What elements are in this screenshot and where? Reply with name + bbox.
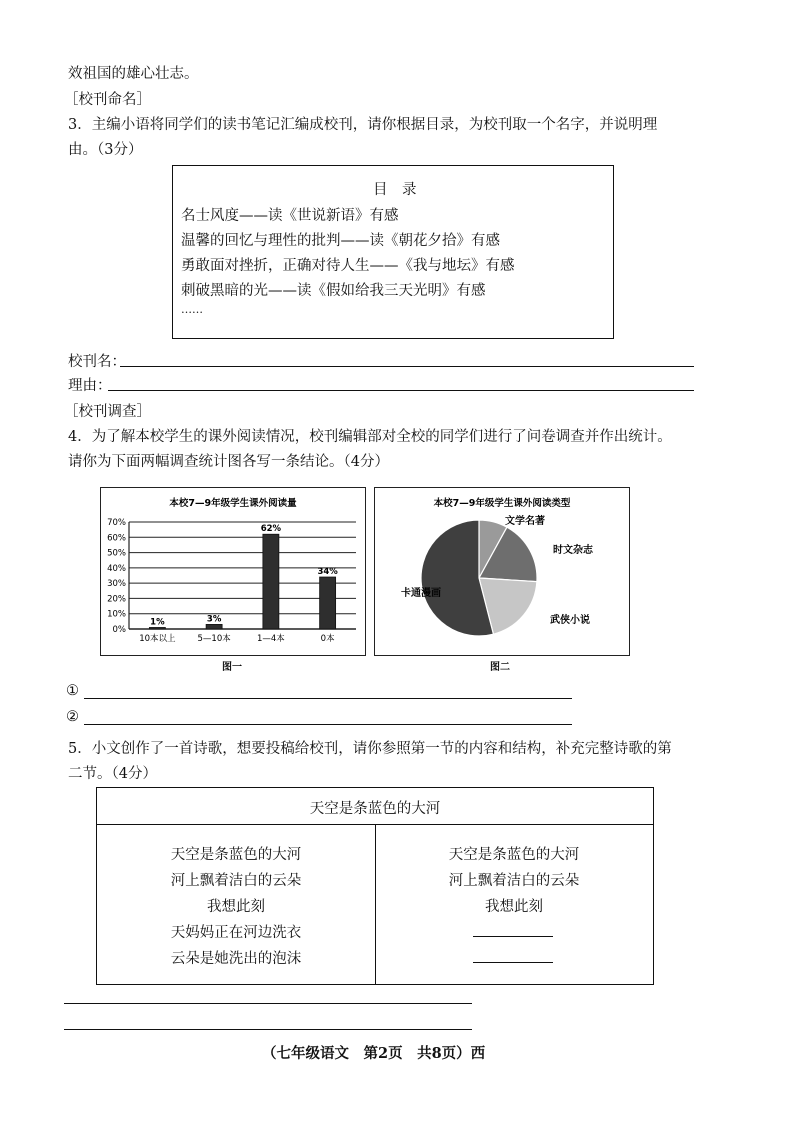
- bar: [206, 624, 222, 629]
- poem-right-line: 我想此刻: [485, 899, 543, 915]
- figure-2-caption: 图二: [490, 662, 510, 673]
- toc-item: 勇敢面对挫折，正确对待人生——《我与地坛》有感: [181, 258, 515, 274]
- table-of-contents-box: [172, 165, 614, 339]
- poem-blank-line-1[interactable]: [473, 936, 553, 937]
- y-tick-label: 20%: [107, 594, 126, 605]
- page-footer: （七年级语文 第2页 共8页）西: [262, 1045, 486, 1062]
- extra-answer-line-1[interactable]: [64, 1003, 472, 1004]
- x-tick-label: 10本以上: [139, 634, 176, 644]
- figure-1-caption: 图一: [222, 662, 242, 673]
- bar-value-label: 3%: [206, 614, 222, 625]
- bar: [149, 627, 165, 629]
- toc-title: 目 录: [373, 182, 417, 198]
- pie-label-comics: 卡通漫画: [401, 588, 441, 599]
- answer-line-conclusion-1[interactable]: [84, 698, 572, 699]
- answer-line-reason[interactable]: [108, 390, 694, 391]
- x-tick-label: 0本: [320, 634, 335, 644]
- carry-over-line: 效祖国的雄心壮志。: [68, 66, 199, 82]
- answer-marker-2: ②: [66, 709, 79, 725]
- question-5-line-1: 5．小文创作了一首诗歌，想要投稿给校刊，请你参照第一节的内容和结构，补充完整诗歌的第: [68, 741, 672, 757]
- bar-chart: [101, 488, 365, 655]
- bar-value-label: 62%: [260, 524, 282, 535]
- section-heading-survey: ［校刊调查］: [64, 404, 151, 420]
- poem-left-line: 天妈妈正在河边洗衣: [170, 925, 302, 941]
- pie-chart: [375, 488, 629, 655]
- x-tick-label: 5—10本: [197, 634, 231, 644]
- answer-marker-1: ①: [66, 683, 79, 699]
- poem-left-line: 云朵是她洗出的泡沫: [170, 951, 302, 967]
- pie-label-wuxia: 武侠小说: [550, 615, 590, 626]
- question-5-line-2: 二节。（4分）: [68, 766, 157, 782]
- poem-title: 天空是条蓝色的大河: [309, 801, 441, 817]
- y-tick-label: 30%: [107, 579, 126, 590]
- poem-title-cell: [97, 788, 653, 825]
- poem-left-line: 河上飘着洁白的云朵: [170, 873, 302, 889]
- y-tick-label: 0%: [112, 625, 126, 635]
- poem-right-line: 天空是条蓝色的大河: [448, 847, 580, 863]
- question-4-line-1: 4．为了解本校学生的课外阅读情况，校刊编辑部对全校的同学们进行了问卷调查并作出统计。: [68, 429, 672, 445]
- label-journal-name: 校刊名：: [68, 354, 126, 370]
- toc-item: 刺破黑暗的光——读《假如给我三天光明》有感: [181, 283, 486, 299]
- bar: [263, 534, 279, 629]
- question-3-line-1: 3．主编小语将同学们的读书笔记汇编成校刊，请你根据目录，为校刊取一个名字，并说明理: [68, 117, 658, 133]
- y-tick-label: 60%: [107, 533, 126, 544]
- question-4-line-2: 请你为下面两幅调查统计图各写一条结论。（4分）: [68, 454, 389, 470]
- y-tick-label: 70%: [107, 518, 126, 528]
- poem-left-line: 我想此刻: [207, 899, 265, 915]
- question-3-line-2: 由。（3分）: [68, 142, 143, 158]
- bar-value-label: 1%: [150, 617, 165, 628]
- y-tick-label: 10%: [107, 609, 126, 620]
- pie-label-literature: 文学名著: [505, 516, 545, 527]
- answer-line-conclusion-2[interactable]: [84, 724, 572, 725]
- bar-chart-frame: [100, 487, 366, 656]
- bar: [320, 577, 336, 629]
- toc-item: 名士风度——读《世说新语》有感: [181, 208, 399, 224]
- poem-left-line: 天空是条蓝色的大河: [170, 847, 302, 863]
- toc-ellipsis: ……: [181, 303, 203, 316]
- poem-right-line: 河上飘着洁白的云朵: [448, 873, 580, 889]
- section-heading-naming: ［校刊命名］: [64, 92, 151, 108]
- pie-chart-title: 本校7—9年级学生课外阅读类型: [433, 498, 571, 509]
- y-tick-label: 50%: [107, 548, 126, 559]
- answer-line-name[interactable]: [120, 366, 694, 367]
- label-reason: 理由：: [68, 378, 112, 394]
- x-tick-label: 1—4本: [256, 634, 285, 644]
- bar-value-label: 34%: [317, 567, 338, 578]
- poem-table: [96, 787, 654, 985]
- y-tick-label: 40%: [107, 563, 126, 574]
- pie-label-magazines: 时文杂志: [553, 545, 593, 556]
- bar-chart-title: 本校7—9年级学生课外阅读量: [169, 498, 297, 509]
- toc-item: 温馨的回忆与理性的批判——读《朝花夕拾》有感: [181, 233, 500, 249]
- extra-answer-line-2[interactable]: [64, 1029, 472, 1030]
- poem-blank-line-2[interactable]: [473, 962, 553, 963]
- pie-chart-frame: [374, 487, 630, 656]
